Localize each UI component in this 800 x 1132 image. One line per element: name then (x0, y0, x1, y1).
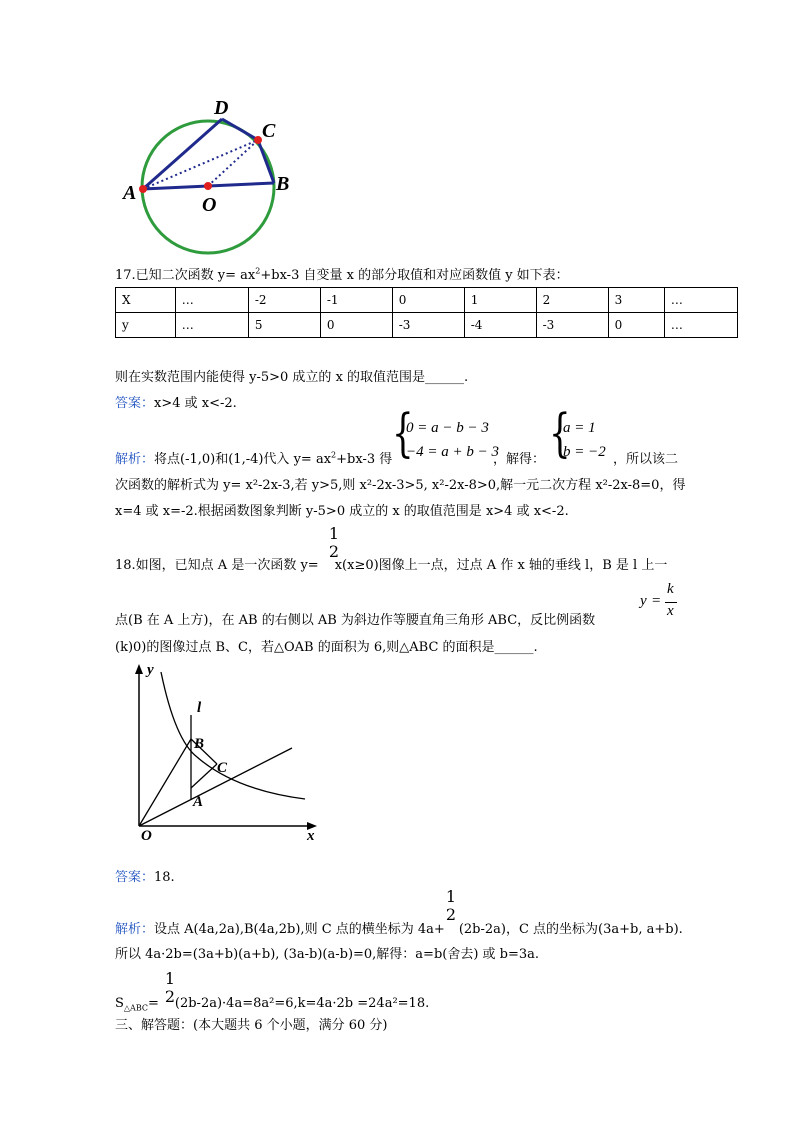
fraction-denominator: 2 (445, 905, 457, 924)
q17-answer: x>4 或 x<-2. (154, 396, 237, 411)
hyperbola-curve (161, 672, 305, 799)
area-eq: = (147, 996, 159, 1011)
q18-stem-line1 (115, 554, 667, 573)
label-x: x (307, 828, 315, 844)
q17-analysis-1c: ，所以该二 (613, 452, 679, 467)
q17-analysis-1b: +bx-3 得 (336, 452, 393, 467)
area-s: S (115, 996, 124, 1011)
func-y: y (640, 593, 647, 609)
section-three-heading: 三、解答题：(本大题共 6 个小题，满分 60 分) (115, 1018, 388, 1033)
segment-oc-dotted (208, 140, 258, 186)
q17-stem-sup: 2 (255, 266, 261, 276)
q17-solve-word: ，解得： (493, 452, 546, 467)
q17-value-table (115, 287, 738, 338)
table-cell: X (116, 288, 176, 313)
table-row (116, 313, 738, 338)
label-o: O (202, 194, 217, 216)
table-row (116, 288, 738, 313)
q17-stem (115, 264, 569, 283)
fraction-denominator: 2 (164, 987, 176, 1006)
q17-answer-label: 答案： (115, 396, 155, 411)
system2-line1: a = 1 (563, 420, 596, 436)
q18-stem-line2: 点(B 在 A 上方)，在 AB 的右侧以 AB 为斜边作等腰直角三角形 ABC，反比例函数 (115, 613, 596, 628)
area-sub: △ABC (123, 1003, 148, 1013)
q18-analysis-label: 解析： (115, 922, 155, 937)
fraction-numerator: 1 (445, 887, 457, 906)
q17-analysis-line1 (115, 448, 392, 467)
q17-answer-row (115, 392, 237, 411)
q17-analysis-sup: 2 (331, 450, 337, 460)
q17-analysis-1a: 将点(-1,0)和(1,-4)代入 y= ax (154, 452, 332, 467)
fraction-denominator: 2 (328, 542, 340, 561)
label-b: B (276, 173, 290, 195)
q18-answer: 18. (154, 870, 175, 885)
system1-line1: 0 = a − b − 3 (406, 420, 489, 436)
system2-brace: { (549, 404, 571, 464)
q18-analysis-1b: (2b-2a)，C 点的坐标为(3a+b, a+b). (458, 922, 683, 937)
q18-answer-label: 答案： (115, 870, 155, 885)
table-cell: 2 (536, 288, 608, 313)
table-cell: 1 (464, 288, 536, 313)
table-cell: 0 (392, 288, 464, 313)
fraction-numerator: 1 (328, 524, 340, 543)
label-l: l (197, 700, 202, 716)
label-d: D (214, 97, 229, 119)
q18-stem-b: x(x≥0)图像上一点，过点 A 作 x 轴的垂线 l，B 是 l 上一 (334, 558, 668, 573)
system2-line2: b = −2 (563, 444, 606, 460)
q17-stem-a: 17.已知二次函数 y= ax (115, 268, 256, 283)
graph-figure (125, 660, 325, 850)
system2 (563, 416, 606, 464)
q17-analysis-line3: x=4 或 x=-2.根据函数图象判断 y-5>0 成立的 x 的取值范围是 x>4 或 x<-2. (115, 504, 569, 519)
segment-cb (258, 140, 274, 183)
table-cell: -3 (536, 313, 608, 338)
system1-line2: −4 = a + b − 3 (406, 444, 499, 460)
system1 (406, 416, 499, 464)
q17-question: 则在实数范围内能使得 y-5>0 成立的 x 的取值范围是______. (115, 370, 469, 385)
label-a: A (193, 794, 204, 810)
segment-ad (143, 119, 222, 189)
q17-analysis-line2: 次函数的解析式为 y= x²-2x-3,若 y>5,则 x²-2x-3>5, x²-2x-8>0,解一元二次方程 x²-2x-8=0，得 (115, 478, 686, 493)
label-c: C (262, 120, 276, 142)
table-cell: 0 (608, 313, 664, 338)
func-k: k (667, 581, 674, 597)
q18-answer-row (115, 866, 175, 885)
segment-dc (222, 119, 258, 140)
table-cell: -2 (248, 288, 320, 313)
table-cell: -1 (320, 288, 392, 313)
point-c (254, 136, 262, 144)
table-cell: 0 (320, 313, 392, 338)
table-cell: 3 (608, 288, 664, 313)
segment-ac (191, 764, 217, 788)
q17-analysis-label: 解析： (115, 452, 155, 467)
y-axis-arrow (135, 664, 143, 674)
table-cell: … (664, 313, 737, 338)
table-cell: … (664, 288, 737, 313)
func-eq: = (652, 593, 661, 609)
fraction-numerator: 1 (164, 969, 176, 988)
circle-figure (110, 95, 310, 265)
q18-area-line (115, 996, 429, 1013)
q18-analysis-1a: 设点 A(4a,2a),B(4a,2b),则 C 点的横坐标为 4a+ (154, 922, 445, 937)
system1-brace: { (392, 404, 414, 464)
q18-stem-a: 18.如图，已知点 A 是一次函数 y= (115, 558, 319, 573)
label-a: A (123, 182, 137, 204)
table-cell: 5 (248, 313, 320, 338)
point-a (139, 185, 147, 193)
func-x: x (667, 603, 674, 619)
table-cell: -4 (464, 313, 536, 338)
label-o: O (141, 828, 152, 844)
q18-analysis-line2: 所以 4a·2b=(3a+b)(a+b), (3a-b)(a-b)=0,解得：a=b(舍去) 或 b=3a. (115, 947, 540, 962)
label-b: B (194, 736, 205, 752)
q17-stem-b: +bx-3 自变量 x 的部分取值和对应函数值 y 如下表： (260, 268, 569, 283)
label-y: y (147, 662, 154, 678)
table-cell: … (175, 313, 248, 338)
table-cell: -3 (392, 313, 464, 338)
table-cell: y (116, 313, 176, 338)
label-c: C (217, 760, 228, 776)
area-rest: (2b-2a)·4a=8a²=6,k=4a·2b =24a²=18. (174, 996, 430, 1011)
point-o (204, 182, 212, 190)
q18-analysis-line1 (115, 918, 683, 937)
segment-ac-dotted (143, 140, 258, 189)
table-cell: … (175, 288, 248, 313)
q18-stem-line3: (k)0)的图像过点 B、C，若△OAB 的面积为 6,则△ABC 的面积是______. (115, 640, 538, 655)
